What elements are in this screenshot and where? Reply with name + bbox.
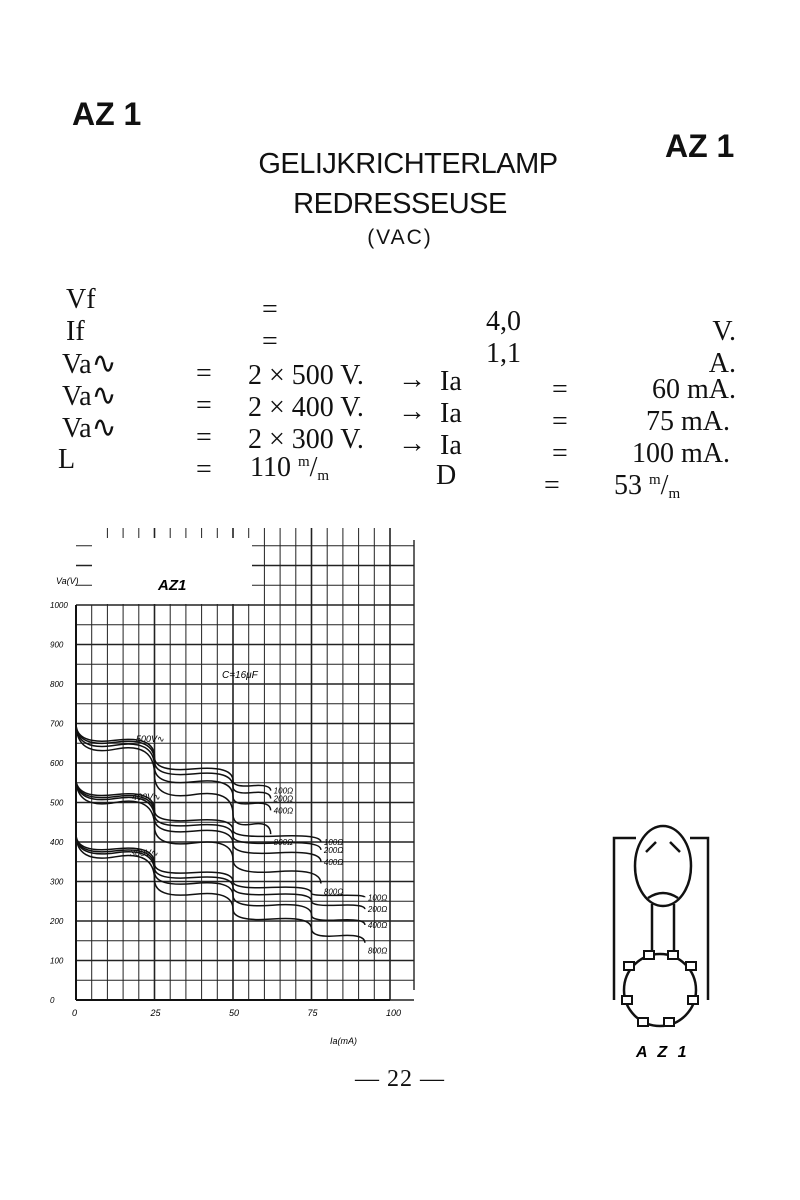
spec-va3-label [62,412,117,445]
spec-va2-voltage: 2 × 400 V. [248,392,364,423]
y-tick-label: 300 [50,877,64,887]
tube-symbol-label: A Z 1 [636,1044,690,1061]
y-tick-label: 400 [50,838,64,847]
chart-y-axis-label: Va(V) [56,576,79,586]
spec-diameter-label: D [436,460,457,491]
spec-va3-arrow-icon: → [398,428,426,459]
x-tick-label: 25 [150,1008,161,1018]
series-line [76,834,365,925]
series-label: 100Ω [323,838,344,847]
chart-ticks [49,601,401,1018]
spec-diameter-value: 53 $^m$/m [614,470,681,502]
spec-length-number: 110 [250,452,291,483]
x-tick-label: 75 [307,1008,318,1018]
y-tick-label: 900 [50,640,64,650]
spec-va1-label [62,348,117,381]
y-tick-label: 100 [50,956,64,966]
series-line [76,724,271,791]
x-tick-label: 50 [229,1008,240,1018]
series-line [76,834,365,909]
chart-title: AZ1 [158,577,187,594]
series-label: 100Ω [367,893,388,903]
series-label: 800Ω [367,946,388,956]
spec-va2-label [62,380,117,413]
spec-if-label: If [66,316,85,347]
chart-annotation: C=16μF [222,670,258,681]
spec-length-equals: = [196,454,212,485]
series-label: 100Ω [273,786,294,796]
y-tick-label: 800 [50,680,64,689]
tube-symbol [600,820,720,1070]
x-tick-label: 100 [386,1008,402,1018]
spec-if-unit: A. [708,348,736,379]
spec-diameter-equals: = [544,470,560,501]
spec-va1-label-text: Va [62,349,92,380]
spec-va2-equals-2: = [552,406,568,437]
series-label: 200Ω [367,905,388,915]
series-label: 400Ω [273,806,294,816]
series-line [76,724,271,835]
spec-length-value: 110 $^m$/m [250,452,330,484]
series-label: 200Ω [273,794,294,804]
series-label: 800Ω [323,887,344,897]
spec-if-value: 1,1 [486,338,521,369]
spec-vf-label: Vf [66,284,96,315]
page-number: — 22 — [355,1066,445,1092]
unit-bottom: m [317,468,330,484]
ac-tilde-icon: ∿ [91,347,117,380]
tube-type-label-right: AZ 1 [665,128,735,164]
series-label: 400Ω [323,857,344,867]
chart-title-box [92,538,252,604]
tube-type-label-left: AZ 1 [72,96,142,132]
spec-va1-arrow-icon: → [398,364,426,395]
page-subtitle-code: (VAC) [367,226,433,249]
chart-x-axis-label: Ia(mA) [330,1036,357,1046]
spec-va1-current: 60 mA. [652,374,736,405]
spec-va1-ia-label: Ia [440,366,462,397]
spec-va3-label-text: Va [62,413,92,444]
series-group-label: 400V∿ [132,792,161,802]
series-line [76,724,271,799]
unit-top: m [649,472,661,488]
spec-va3-current: 100 mA. [632,438,730,469]
x-tick-label: 0 [72,1008,78,1018]
spec-length-label: L [58,444,76,475]
spec-va2-label-text: Va [62,381,92,412]
page-title: GELIJKRICHTERLAMP [258,148,558,180]
y-tick-label: 1000 [50,601,68,610]
spec-if-equals: = [262,326,278,357]
spec-va2-equals: = [196,390,212,421]
spec-va3-ia-label: Ia [440,430,462,461]
series-label: 200Ω [323,845,344,855]
series-group-label: 300V∿ [130,848,159,858]
series-label: 400Ω [367,920,388,930]
spec-vf-unit: V. [712,316,736,347]
spec-va1-voltage: 2 × 500 V. [248,360,364,391]
spec-vf-value: 4,0 [486,306,521,337]
spec-va1-equals-2: = [552,374,568,405]
y-tick-label: 700 [50,719,64,729]
spec-va2-arrow-icon: → [398,396,426,427]
spec-va3-voltage: 2 × 300 V. [248,424,364,455]
spec-diameter-number: 53 [614,470,642,501]
y-tick-label: 0 [50,996,55,1005]
spec-va3-equals: = [196,422,212,453]
ac-tilde-icon: ∿ [91,411,117,444]
unit-bottom: m [668,486,681,502]
series-label: 800Ω [273,838,294,848]
spec-va2-ia-label: Ia [440,398,462,429]
spec-va2-current: 75 mA. [646,406,730,437]
spec-va3-equals-2: = [552,438,568,469]
y-tick-label: 200 [50,917,64,926]
series-group-label: 500V∿ [136,734,165,744]
spec-vf-equals: = [262,294,278,325]
page-subtitle: REDRESSEUSE [293,188,507,220]
unit-top: m [297,454,310,470]
regulation-chart [40,510,430,1060]
spec-va1-equals: = [196,358,212,389]
y-tick-label: 600 [50,759,64,768]
y-tick-label: 500 [50,798,64,808]
ac-tilde-icon: ∿ [91,379,117,412]
